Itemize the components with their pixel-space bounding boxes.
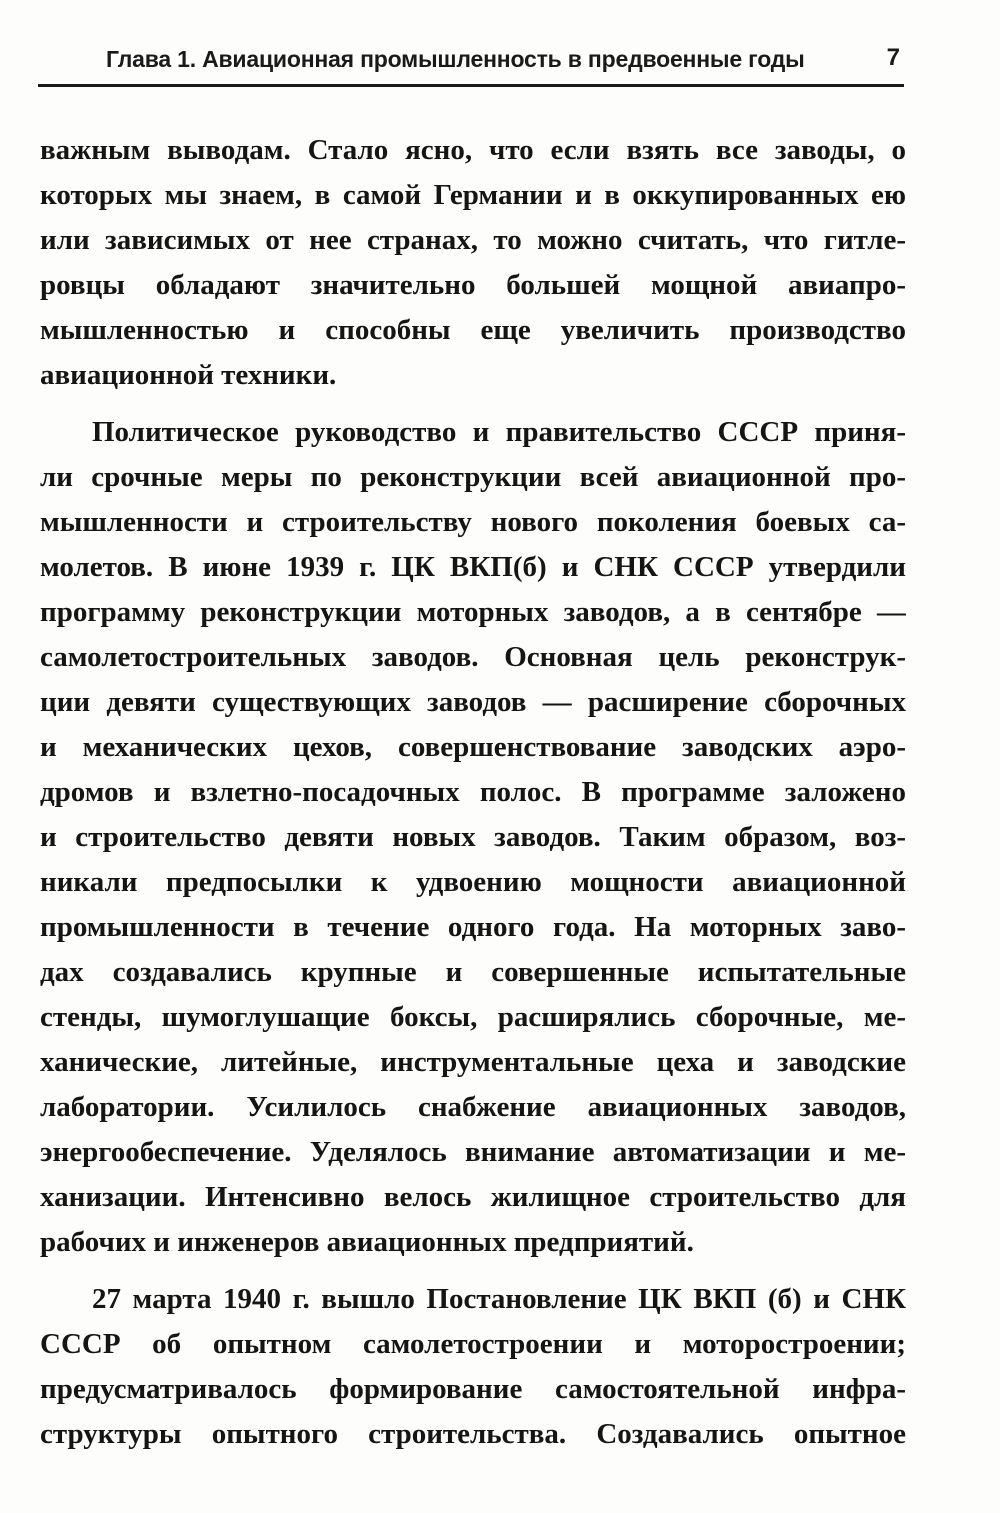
paragraph-1 [40, 128, 906, 398]
text-line: рабочих и инженеров авиационных предприятий. [40, 1226, 694, 1258]
chapter-title: Глава 1. Авиационная промышленность в предвоенные годы [106, 46, 805, 72]
text-line: структуры опытного строительства. Создавались опытное [40, 1418, 906, 1450]
text-line: СССР об опытном самолетостроении и моторостроении; [40, 1328, 906, 1360]
text-line: программу реконструкции моторных заводов, а в сентябре — [40, 596, 906, 628]
body-text [40, 128, 906, 1457]
page-number: 7 [886, 44, 900, 71]
text-line: никали предпосылки к удвоению мощности авиационной [40, 866, 906, 898]
text-line: или зависимых от нее странах, то можно считать, что гитле- [40, 224, 906, 256]
paragraph-2 [40, 410, 906, 1265]
text-line: промышленности в течение одного года. На моторных заво- [40, 911, 906, 943]
text-line: 27 марта 1940 г. вышло Постановление ЦК ВКП (б) и СНК [92, 1283, 906, 1315]
text-line: и механических цехов, совершенствование заводских аэро- [40, 731, 906, 763]
text-line: ханические, литейные, инструментальные цеха и заводские [40, 1046, 906, 1078]
text-line: мышленностью и способны еще увеличить производство [40, 314, 906, 346]
text-line: предусматривалось формирование самостоятельной инфра- [40, 1373, 906, 1405]
text-line: ли срочные меры по реконструкции всей авиационной про- [40, 461, 906, 493]
paragraph-3 [40, 1277, 906, 1457]
text-line: стенды, шумоглушащие боксы, расширялись сборочные, ме- [40, 1001, 906, 1033]
text-line: авиационной техники. [40, 359, 337, 391]
text-line: Политическое руководство и правительство СССР приня- [92, 416, 906, 448]
text-line: мышленности и строительству нового поколения боевых са- [40, 506, 906, 538]
running-header [38, 44, 904, 87]
text-line: дромов и взлетно-посадочных полос. В программе заложено [40, 776, 906, 808]
text-line: самолетостроительных заводов. Основная цель реконструк- [40, 641, 906, 673]
text-line: ровцы обладают значительно большей мощной авиапро- [40, 269, 906, 301]
text-line: дах создавались крупные и совершенные испытательные [40, 956, 906, 988]
text-line: важным выводам. Стало ясно, что если взять все заводы, о [40, 134, 906, 166]
text-line: энергообеспечение. Уделялось внимание автоматизации и ме- [40, 1136, 906, 1168]
text-line: лаборатории. Усилилось снабжение авиационных заводов, [40, 1091, 906, 1123]
text-line: и строительство девяти новых заводов. Таким образом, воз- [40, 821, 906, 853]
text-line: молетов. В июне 1939 г. ЦК ВКП(б) и СНК СССР утвердили [40, 551, 906, 583]
text-line: ханизации. Интенсивно велось жилищное строительство для [40, 1181, 906, 1213]
text-line: ции девяти существующих заводов — расширение сборочных [40, 686, 906, 718]
text-line: которых мы знаем, в самой Германии и в оккупированных ею [40, 179, 906, 211]
